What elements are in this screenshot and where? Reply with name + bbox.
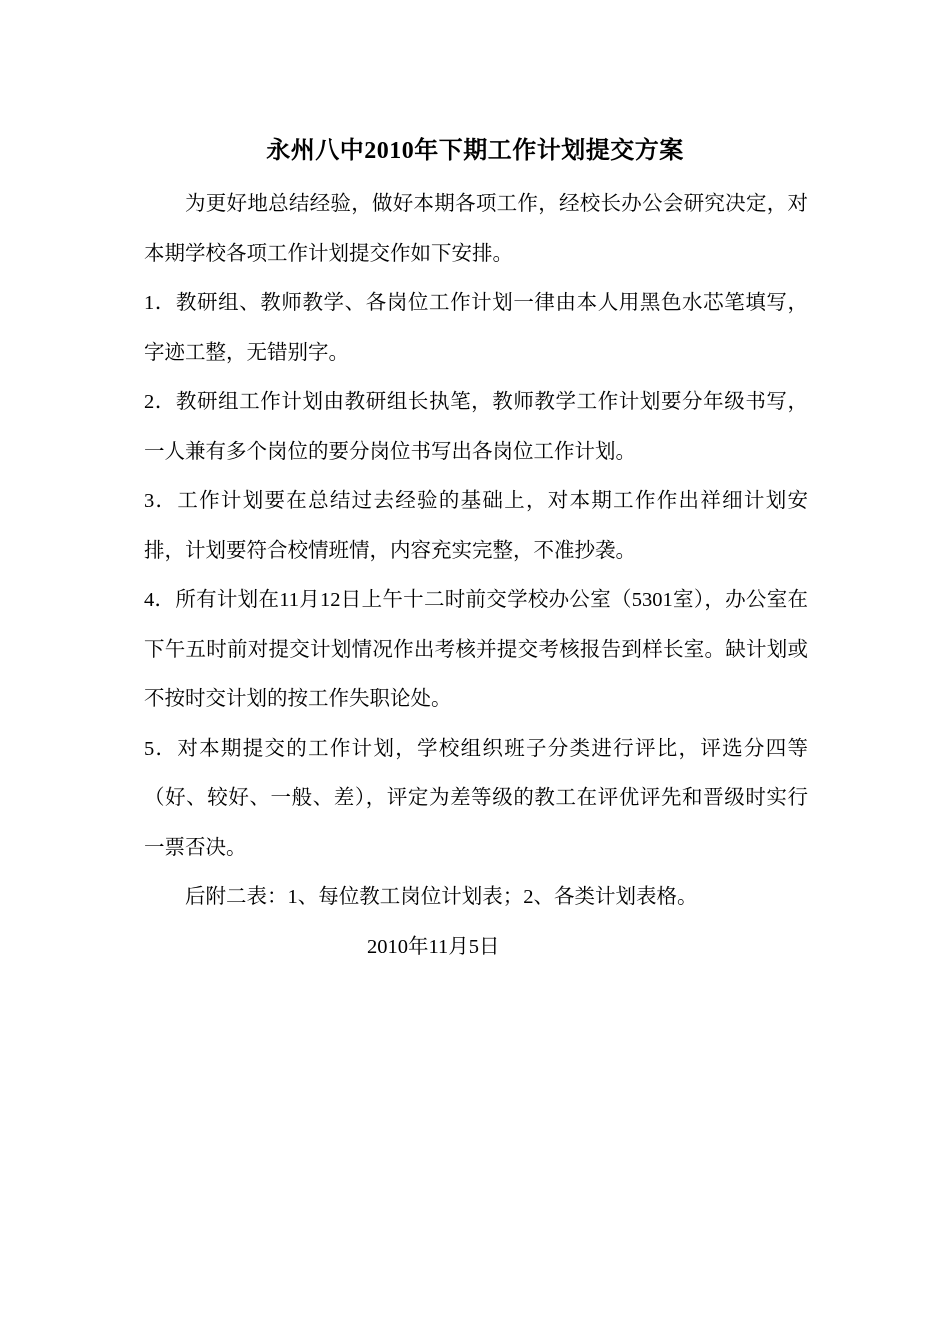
document-body <box>144 180 808 972</box>
intro-paragraph: 为更好地总结经验，做好本期各项工作，经校长办公会研究决定，对本期学校各项工作计划提交作如下安排。 <box>144 193 808 265</box>
document-title: 永州八中2010年下期工作计划提交方案 <box>266 138 684 164</box>
list-item-1: 1．教研组、教师教学、各岗位工作计划一律由本人用黑色水芯笔填写，字迹工整，无错别字。 <box>144 292 808 364</box>
list-item-3: 3．工作计划要在总结过去经验的基础上，对本期工作作出祥细计划安排，计划要符合校情班情，内容充实完整，不准抄袭。 <box>144 490 808 562</box>
attachment-note: 后附二表：1、每位教工岗位计划表；2、各类计划表格。 <box>185 886 698 908</box>
document-date: 2010年11月5日 <box>367 935 500 958</box>
list-item-5: 5．对本期提交的工作计划，学校组织班子分类进行评比，评选分四等（好、较好、一般、差），评定为差等级的教工在评优评先和晋级时实行一票否决。 <box>144 737 808 859</box>
list-item-4: 4．所有计划在11月12日上午十二时前交学校办公室（5301室），办公室在下午五时前对提交计划情况作出考核并提交考核报告到样长室。缺计划或不按时交计划的按工作失职论处。 <box>144 589 808 710</box>
list-item-2: 2．教研组工作计划由教研组长执笔，教师教学工作计划要分年级书写，一人兼有多个岗位的要分岗位书写出各岗位工作计划。 <box>144 391 808 463</box>
